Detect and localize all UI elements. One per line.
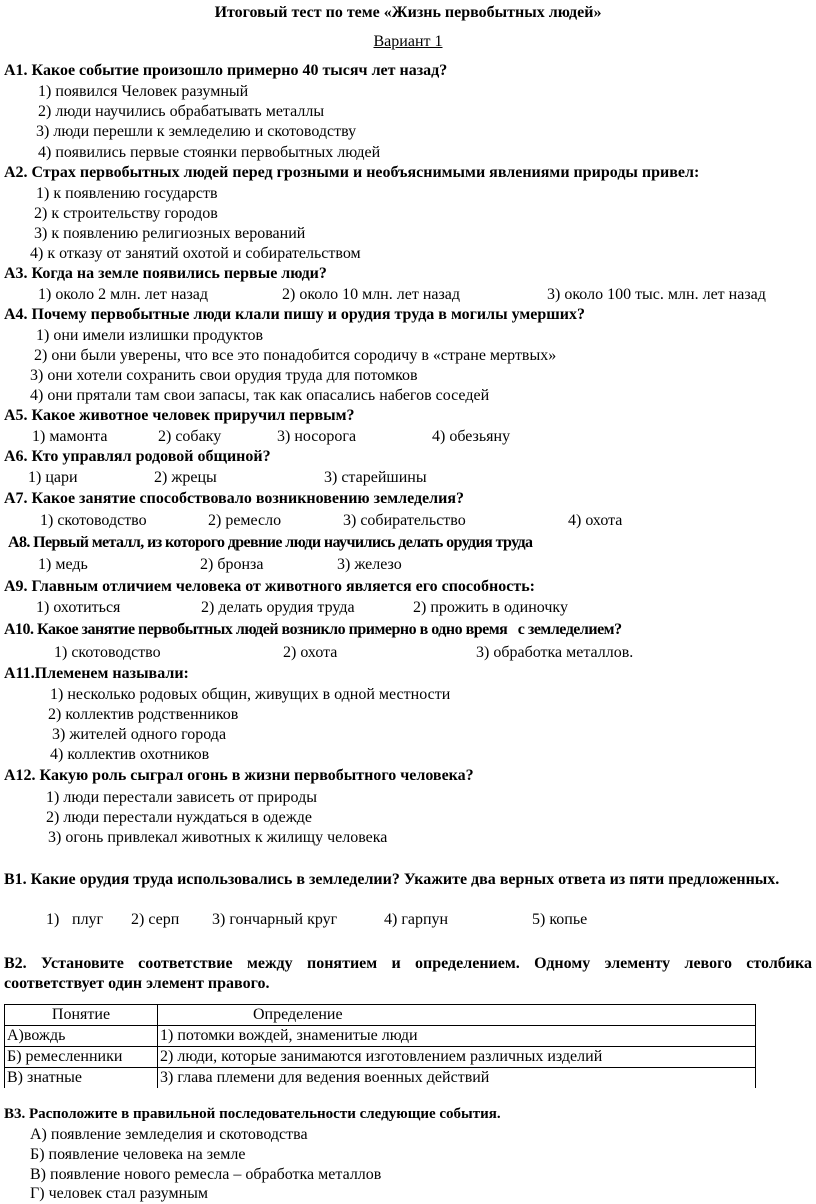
question-a12: А12. Какую роль сыграл огонь в жизни первобытного человека? [4,767,474,784]
table-row [5,1047,756,1068]
question-a6: А6. Кто управлял родовой общиной? [4,448,271,465]
table-cell-concept: А)вождь [5,1026,158,1047]
table-cell-definition: 2) люди, которые занимаются изготовлением различных изделий [158,1047,756,1068]
option-a7-2: 2) ремесло [208,512,282,529]
table-row [5,1068,756,1089]
question-a3: А3. Когда на земле появились первые люди? [4,265,327,282]
question-b3: В3. Расположите в правильной последовательности следующие события. [4,1106,501,1122]
table-cell-definition: 3) глава племени для ведения военных действий [158,1068,756,1089]
option-a12-3: 3) огонь привлекал животных к жилищу человека [48,829,388,846]
question-a2: А2. Страх первобытных людей перед грозными и необъяснимыми явлениями природы привел: [4,164,700,181]
option-b1-4: 4) гарпун [384,911,449,928]
option-a11-3: 3) жителей одного города [52,726,227,743]
option-a4-2: 2) они были уверены, что все это понадобится сородичу в «стране мертвых» [34,347,557,364]
option-a1-1: 1) появился Человек разумный [38,83,249,100]
option-b3-a: А) появление земледелия и скотоводства [30,1126,308,1143]
question-a11: А11.Племенем называли: [4,665,189,682]
option-a7-3: 3) собирательство [343,512,466,529]
option-b3-g: Г) человек стал разумным [30,1185,208,1202]
option-a5-1: 1) мамонта [32,428,108,445]
question-a9: А9. Главным отличием человека от животного является его способность: [4,578,535,595]
option-a11-1: 1) несколько родовых общин, живущих в одной местности [50,686,451,703]
option-a6-2: 2) жрецы [154,469,217,486]
table-row [5,1026,756,1047]
option-a12-2: 2) люди перестали нуждаться в одежде [46,809,313,826]
option-a9-3: 2) прожить в одиночку [413,599,568,616]
option-a1-2: 2) люди научились обрабатывать металлы [38,103,325,120]
table-cell-concept: В) знатные [5,1068,158,1089]
option-a2-1: 1) к появлению государств [36,185,218,202]
option-a1-3: 3) люди перешли к земледелию и скотоводству [36,123,357,140]
option-a1-4: 4) появились первые стоянки первобытных людей [38,144,381,161]
matching-table [4,1004,756,1088]
table-header-row [5,1005,756,1026]
option-a3-1: 1) около 2 млн. лет назад [38,286,209,303]
option-a6-1: 1) цари [28,469,78,486]
option-a4-3: 3) они хотели сохранить свои орудия труда для потомков [30,367,418,384]
question-a10: А10. Какое занятие первобытных людей возникло примерно в одно время с земледелием? [4,621,622,638]
option-a10-1: 1) скотоводство [54,644,161,661]
option-a8-3: 3) железо [337,556,402,573]
question-a1: А1. Какое событие произошло примерно 40 тысяч лет назад? [4,62,448,79]
option-a3-3: 3) около 100 тыс. млн. лет назад [547,286,766,303]
option-a7-4: 4) охота [568,512,623,529]
table-header-concept: Понятие [5,1005,158,1026]
question-a7: А7. Какое занятие способствовало возникновению земледелия? [4,490,464,507]
option-a10-3: 3) обработка металлов. [476,644,634,661]
option-a11-4: 4) коллектив охотников [50,746,210,763]
option-b1-3: 3) гончарный круг [212,911,338,928]
question-a4: А4. Почему первобытные люди клали пишу и орудия труда в могилы умерших? [4,306,585,323]
option-a9-2: 2) делать орудия труда [201,599,355,616]
option-a11-2: 2) коллектив родственников [48,706,239,723]
table-cell-concept: Б) ремесленники [5,1047,158,1068]
question-b1: В1. Какие орудия труда использовались в земледелии? Укажите два верных ответа из пяти предложенных. [4,871,780,888]
option-a8-1: 1) медь [38,556,88,573]
table-cell-definition: 1) потомки вождей, знаменитые люди [158,1026,756,1047]
question-b2: В2. Установите соответствие между понятием и определением. Одному элементу левого столбика соответствует один элемент правого. [4,955,812,992]
variant-label: Вариант 1 [373,33,443,50]
option-b1-2: 2) серп [131,911,180,928]
option-b3-v: В) появление нового ремесла – обработка металлов [30,1166,382,1183]
option-a12-1: 1) люди перестали зависеть от природы [46,789,317,806]
option-a9-1: 1) охотиться [36,599,121,616]
option-a3-2: 2) около 10 млн. лет назад [282,286,461,303]
question-a5: А5. Какое животное человек приручил первым? [4,407,355,424]
option-a5-3: 3) носорога [277,428,357,445]
option-a8-2: 2) бронза [200,556,264,573]
option-a7-1: 1) скотоводство [40,512,147,529]
option-b1-1: плуг [72,911,104,928]
option-b3-b: Б) появление человека на земле [30,1146,246,1163]
option-a4-1: 1) они имели излишки продуктов [36,327,264,344]
option-a5-2: 2) собаку [158,428,222,445]
option-a2-4: 4) к отказу от занятий охотой и собирательством [30,245,361,262]
option-a2-3: 3) к появлению религиозных верований [34,225,306,242]
option-b1-5: 5) копье [532,911,588,928]
option-a6-3: 3) старейшины [324,469,427,486]
option-b1-number-1: 1) [46,911,60,928]
table-header-definition: Определение [158,1005,756,1026]
option-a2-2: 2) к строительству городов [34,205,218,222]
option-a10-2: 2) охота [283,644,338,661]
question-a8: А8. Первый металл, из которого древние люди научились делать орудия труда [8,534,533,551]
option-a5-4: 4) обезьяну [432,428,511,445]
option-a4-4: 4) они прятали там свои запасы, так как опасались набегов соседей [30,387,490,404]
page-title: Итоговый тест по теме «Жизнь первобытных людей» [214,4,602,21]
